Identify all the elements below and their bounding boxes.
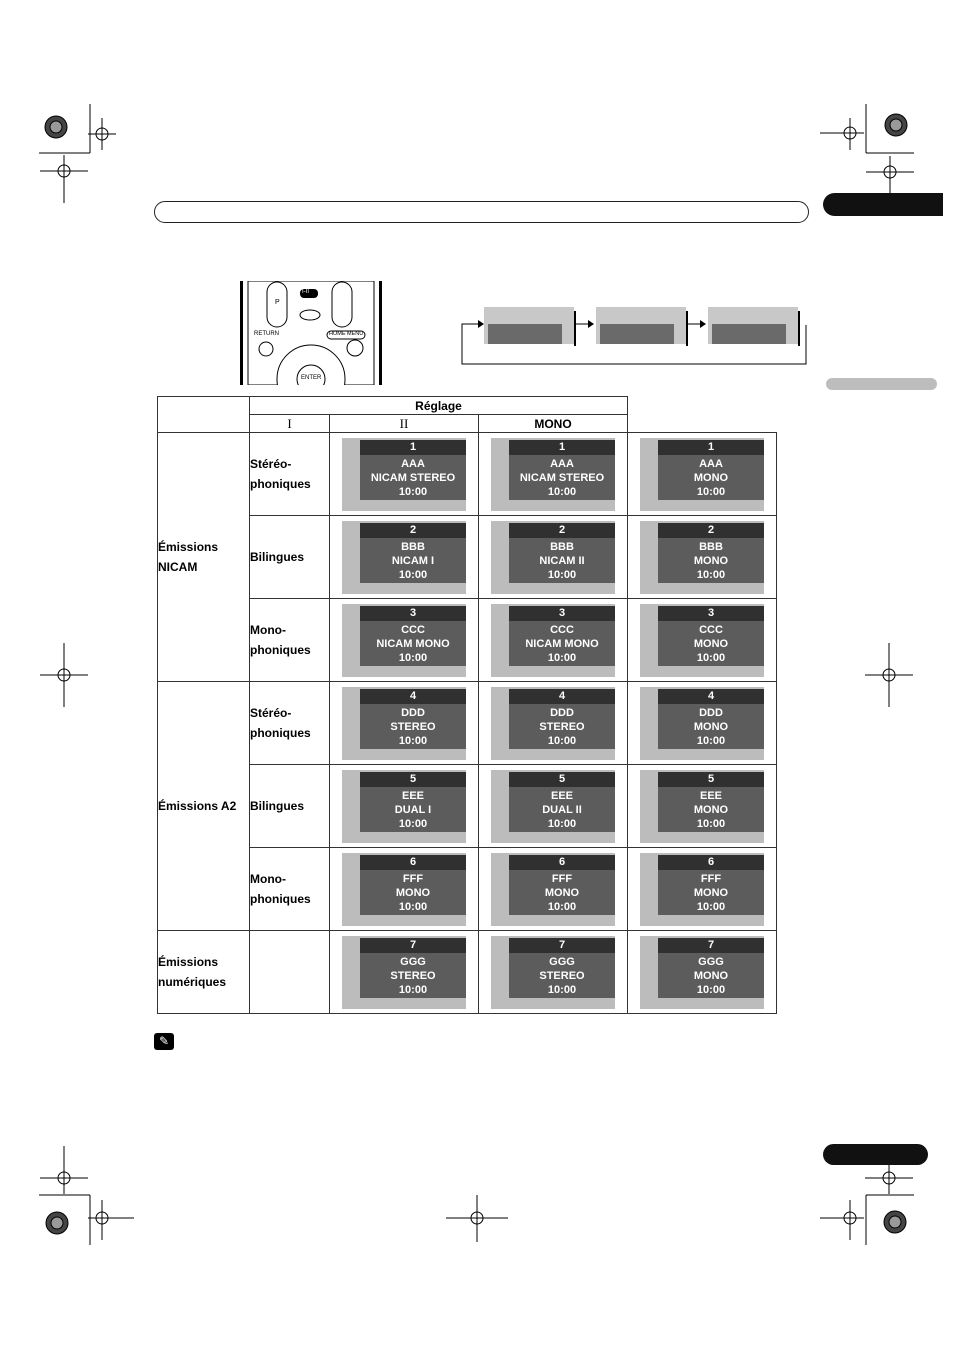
channel-info [509, 787, 615, 832]
screen-cell [479, 931, 628, 1014]
remote-dual-label: I-II [302, 289, 309, 295]
info-name: CCC [401, 624, 425, 636]
channel-info [658, 538, 764, 583]
info-audio: MONO [544, 887, 580, 899]
info-time: 10:00 [398, 652, 428, 664]
screen-cell [479, 516, 628, 599]
info-audio: MONO [693, 970, 729, 982]
info-audio: MONO [693, 638, 729, 650]
channel-info [658, 455, 764, 500]
broadcast-group-label: Émissions numériques [158, 931, 250, 1014]
channel-info [360, 870, 466, 915]
info-name: FFF [700, 873, 722, 885]
info-name: DDD [550, 707, 574, 719]
corner-cell [158, 397, 250, 433]
info-time: 10:00 [398, 735, 428, 747]
channel-info [658, 704, 764, 749]
info-time: 10:00 [696, 984, 726, 996]
chapter-tab [823, 193, 943, 216]
tv-screen-preview [342, 687, 466, 760]
channel-number: 5 [658, 772, 764, 787]
info-audio: MONO [693, 721, 729, 733]
screen-cell [628, 516, 777, 599]
tv-screen-preview [342, 770, 466, 843]
info-audio: DUAL II [542, 804, 582, 816]
sound-cycle-diagram [460, 305, 810, 369]
tv-screen-preview [640, 770, 764, 843]
tv-screen-preview [491, 770, 615, 843]
info-time: 10:00 [696, 652, 726, 664]
info-name: FFF [402, 873, 424, 885]
info-name: FFF [551, 873, 573, 885]
screen-cell [628, 682, 777, 765]
channel-number: 1 [658, 440, 764, 455]
tv-screen-preview [342, 438, 466, 511]
screen-cell [628, 931, 777, 1014]
header-reglage: Réglage [250, 397, 628, 415]
tv-screen-preview [640, 853, 764, 926]
screen-cell [330, 433, 479, 516]
info-time: 10:00 [398, 569, 428, 581]
screen-cell [330, 516, 479, 599]
screen-cell [628, 848, 777, 931]
remote-enter-label: ENTER [301, 375, 322, 381]
flow-box-1 [484, 307, 574, 344]
table-row [158, 765, 777, 848]
remote-home-menu-label: HOME MENU [329, 331, 364, 337]
sound-type-label: Mono-phoniques [250, 848, 330, 931]
info-audio: MONO [395, 887, 431, 899]
header-bar [154, 201, 809, 223]
channel-info [509, 455, 615, 500]
info-audio: MONO [693, 555, 729, 567]
sound-type-label: Stéréo-phoniques [250, 682, 330, 765]
tv-screen-preview [342, 604, 466, 677]
info-name: CCC [550, 624, 574, 636]
channel-info [509, 870, 615, 915]
tv-screen-preview [640, 604, 764, 677]
info-time: 10:00 [547, 652, 577, 664]
info-time: 10:00 [696, 735, 726, 747]
channel-number: 4 [658, 689, 764, 704]
channel-number: 2 [509, 523, 615, 538]
sound-mode-table [157, 396, 777, 1014]
channel-info [509, 704, 615, 749]
info-time: 10:00 [398, 984, 428, 996]
channel-number: 7 [509, 938, 615, 953]
info-time: 10:00 [547, 984, 577, 996]
info-name: CCC [699, 624, 723, 636]
info-name: BBB [401, 541, 425, 553]
info-audio: MONO [693, 472, 729, 484]
channel-info [658, 953, 764, 998]
flow-box-3 [708, 307, 798, 344]
sound-type-label: Bilingues [250, 765, 330, 848]
info-time: 10:00 [547, 486, 577, 498]
remote-p-label: P [275, 299, 280, 306]
channel-info [360, 455, 466, 500]
tv-screen-preview [491, 853, 615, 926]
flow-box-2 [596, 307, 686, 344]
screen-cell [330, 765, 479, 848]
info-audio: STEREO [539, 721, 585, 733]
info-time: 10:00 [696, 818, 726, 830]
info-name: DDD [699, 707, 723, 719]
info-name: GGG [549, 956, 575, 968]
screen-cell [330, 848, 479, 931]
channel-info [360, 621, 466, 666]
screen-cell [330, 599, 479, 682]
sound-type-label: Mono-phoniques [250, 599, 330, 682]
info-name: AAA [401, 458, 425, 470]
channel-number: 1 [360, 440, 466, 455]
table-row [158, 516, 777, 599]
channel-info [658, 870, 764, 915]
info-time: 10:00 [696, 569, 726, 581]
remote-return-label: RETURN [254, 331, 279, 337]
pencil-icon: ✎ [154, 1033, 174, 1050]
tv-screen-preview [491, 604, 615, 677]
info-name: AAA [699, 458, 723, 470]
broadcast-group-label: Émissions NICAM [158, 433, 250, 682]
screen-cell [479, 765, 628, 848]
table-row [158, 599, 777, 682]
info-time: 10:00 [398, 486, 428, 498]
channel-info [360, 538, 466, 583]
screen-cell [330, 682, 479, 765]
info-audio: MONO [693, 804, 729, 816]
info-audio: NICAM I [391, 555, 435, 567]
info-name: GGG [400, 956, 426, 968]
info-time: 10:00 [696, 901, 726, 913]
table-row [158, 848, 777, 931]
info-audio: STEREO [390, 970, 436, 982]
screen-cell [330, 931, 479, 1014]
info-audio: NICAM MONO [525, 638, 599, 650]
tv-screen-preview [491, 936, 615, 1009]
col-header-2: II [330, 415, 479, 433]
sound-type-label: Bilingues [250, 516, 330, 599]
screen-cell [479, 682, 628, 765]
col-header-1: I [250, 415, 330, 433]
info-time: 10:00 [696, 486, 726, 498]
channel-info [509, 538, 615, 583]
page-number-pill [823, 1144, 928, 1165]
tv-screen-preview [342, 853, 466, 926]
tv-screen-preview [491, 687, 615, 760]
col-header-mono: MONO [479, 415, 628, 433]
channel-number: 6 [658, 855, 764, 870]
info-audio: NICAM II [539, 555, 585, 567]
screen-cell [628, 765, 777, 848]
tv-screen-preview [491, 438, 615, 511]
info-audio: NICAM STEREO [370, 472, 456, 484]
info-time: 10:00 [398, 901, 428, 913]
info-name: BBB [550, 541, 574, 553]
sound-type-label: Stéréo-phoniques [250, 433, 330, 516]
info-name: AAA [550, 458, 574, 470]
screen-cell [479, 848, 628, 931]
info-time: 10:00 [547, 901, 577, 913]
info-audio: MONO [693, 887, 729, 899]
tv-screen-preview [640, 936, 764, 1009]
channel-info [360, 787, 466, 832]
info-audio: DUAL I [394, 804, 432, 816]
tv-screen-preview [491, 521, 615, 594]
table-row [158, 682, 777, 765]
info-name: EEE [550, 790, 573, 802]
channel-number: 3 [658, 606, 764, 621]
channel-number: 7 [658, 938, 764, 953]
screen-cell [628, 599, 777, 682]
info-name: EEE [699, 790, 722, 802]
channel-info [658, 787, 764, 832]
info-name: BBB [699, 541, 723, 553]
channel-number: 3 [360, 606, 466, 621]
screen-cell [628, 433, 777, 516]
channel-number: 2 [360, 523, 466, 538]
info-audio: STEREO [539, 970, 585, 982]
info-time: 10:00 [398, 818, 428, 830]
channel-number: 5 [360, 772, 466, 787]
broadcast-group-label: Émissions A2 [158, 682, 250, 931]
info-name: GGG [698, 956, 724, 968]
tv-screen-preview [640, 438, 764, 511]
info-name: DDD [401, 707, 425, 719]
tv-screen-preview [342, 521, 466, 594]
info-audio: NICAM STEREO [519, 472, 605, 484]
info-audio: STEREO [390, 721, 436, 733]
screen-cell [479, 433, 628, 516]
channel-number: 3 [509, 606, 615, 621]
channel-number: 7 [360, 938, 466, 953]
screen-cell [479, 599, 628, 682]
remote-control-illustration [240, 281, 382, 385]
info-time: 10:00 [547, 818, 577, 830]
tv-screen-preview [640, 687, 764, 760]
channel-number: 5 [509, 772, 615, 787]
info-time: 10:00 [547, 569, 577, 581]
channel-info [658, 621, 764, 666]
channel-number: 6 [509, 855, 615, 870]
channel-number: 4 [360, 689, 466, 704]
info-name: EEE [401, 790, 424, 802]
channel-number: 6 [360, 855, 466, 870]
info-audio: NICAM MONO [376, 638, 450, 650]
info-time: 10:00 [547, 735, 577, 747]
channel-number: 2 [658, 523, 764, 538]
channel-number: 1 [509, 440, 615, 455]
channel-info [509, 953, 615, 998]
channel-info [509, 621, 615, 666]
tv-screen-preview [342, 936, 466, 1009]
language-tab [826, 378, 937, 390]
channel-info [360, 953, 466, 998]
tv-screen-preview [640, 521, 764, 594]
table-row [158, 433, 777, 516]
channel-number: 4 [509, 689, 615, 704]
table-row [158, 931, 777, 1014]
sound-type-label [250, 931, 330, 1014]
channel-info [360, 704, 466, 749]
